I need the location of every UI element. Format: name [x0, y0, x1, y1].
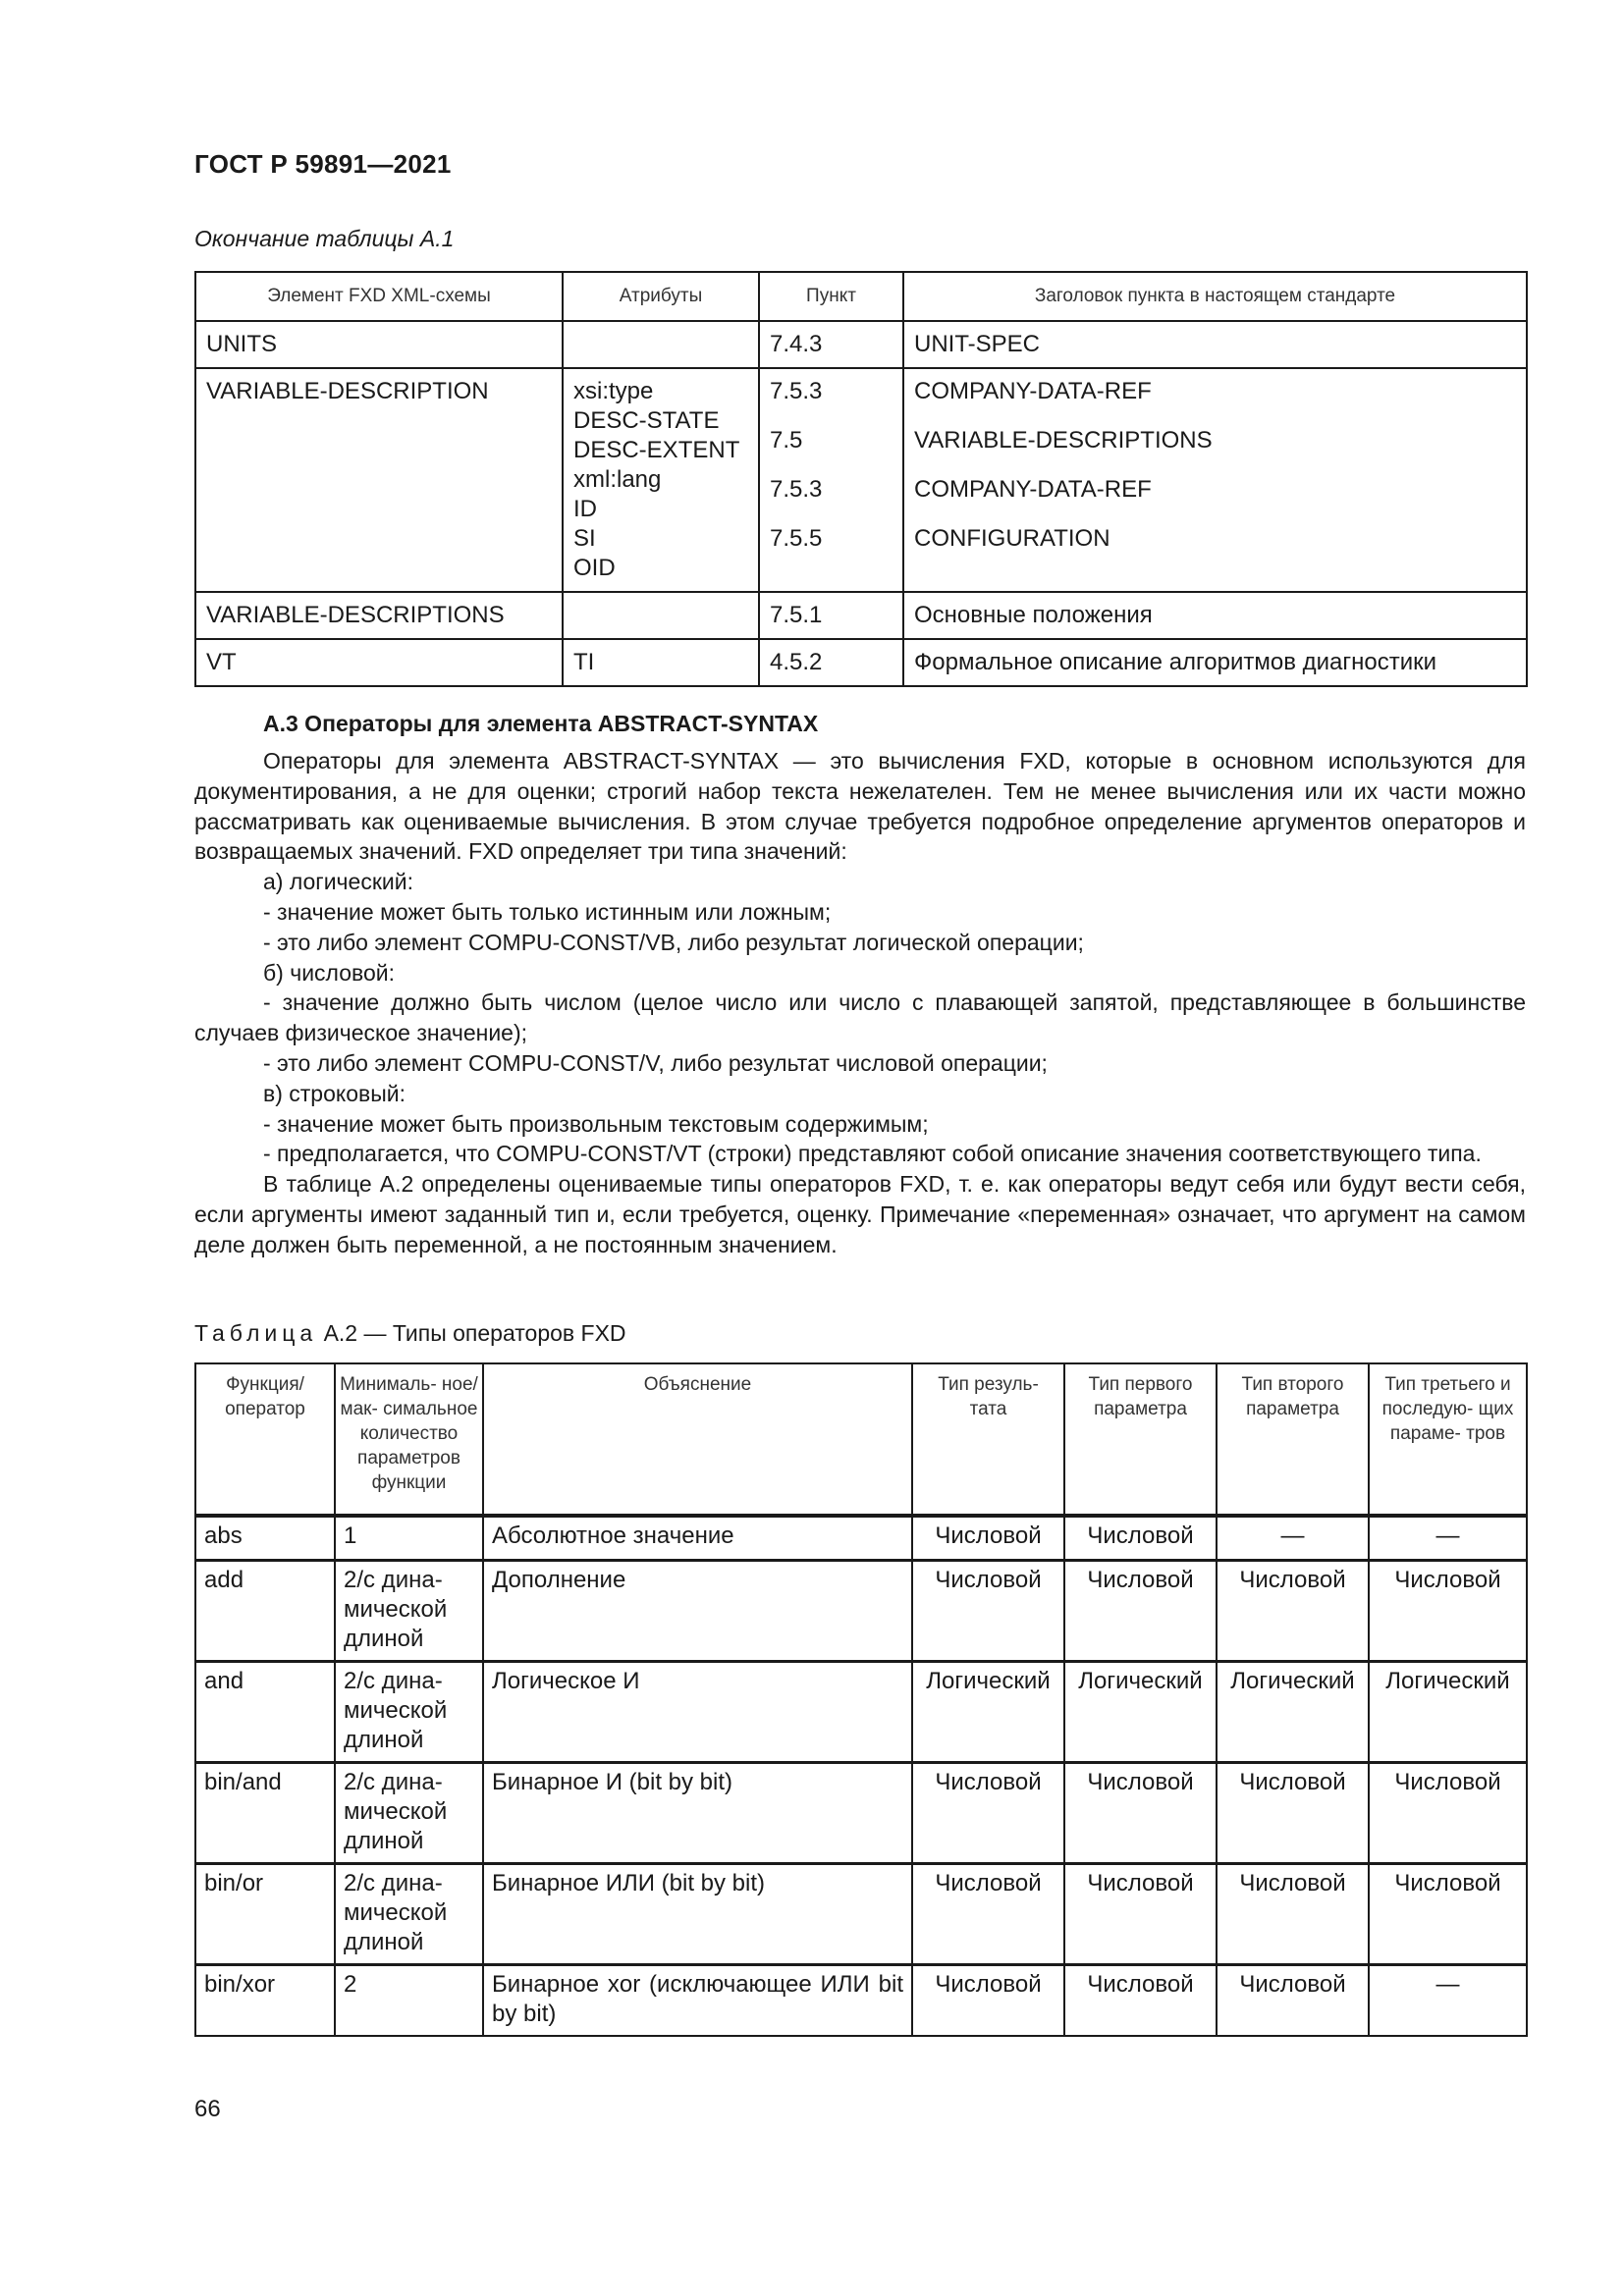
table-a1-end	[194, 271, 1528, 687]
list-item: - значение может быть произвольным текстовым содержимым;	[263, 1110, 929, 1137]
title-line: CONFIGURATION	[914, 525, 1110, 552]
table-cell: 2/с дина- мической длиной	[335, 1662, 483, 1763]
attribute-line: ID	[573, 496, 597, 522]
table-cell: Числовой	[912, 1763, 1064, 1864]
page-number: 66	[194, 2096, 221, 2122]
table-cell: Числовой	[1369, 1864, 1527, 1965]
table-row	[195, 1516, 1527, 1561]
table-row	[195, 1662, 1527, 1763]
table-cell: 4.5.2	[759, 639, 903, 686]
list-item: - значение должно быть числом (целое число или число с плавающей запятой, представляющее в большинстве случаев физическое значение);	[194, 989, 1526, 1046]
list-item: - значение может быть только истинным или ложным;	[263, 898, 832, 925]
table-row	[195, 1561, 1527, 1662]
column-header: Тип второго параметра	[1217, 1363, 1369, 1516]
table-cell: UNIT-SPEC	[903, 321, 1527, 368]
table-row	[195, 1864, 1527, 1965]
table-cell: and	[195, 1662, 335, 1763]
table-cell: Логический	[912, 1662, 1064, 1763]
table-cell: bin/and	[195, 1763, 335, 1864]
table-cell: Основные положения	[903, 592, 1527, 639]
table-cell: 2/с дина- мической длиной	[335, 1864, 483, 1965]
column-header: Тип первого параметра	[1064, 1363, 1217, 1516]
table-cell: Логический	[1369, 1662, 1527, 1763]
table-row	[195, 592, 1527, 639]
table-cell: VARIABLE-DESCRIPTIONS	[195, 592, 563, 639]
title-line: COMPANY-DATA-REF	[914, 378, 1152, 404]
table-cell: —	[1369, 1516, 1527, 1561]
table-cell	[563, 592, 759, 639]
table-cell: —	[1369, 1965, 1527, 2037]
table-cell: 2/с дина- мической длиной	[335, 1561, 483, 1662]
table-header-row	[195, 1363, 1527, 1516]
table-header-row	[195, 272, 1527, 321]
attribute-line: DESC-STATE	[573, 407, 720, 434]
list-item: б) числовой:	[263, 959, 396, 986]
table-cell	[903, 368, 1527, 592]
table-cell: Числовой	[1064, 1516, 1217, 1561]
column-header: Минималь- ное/ мак- симальное количество параметров функции	[335, 1363, 483, 1516]
table-cell: Формальное описание алгоритмов диагностики	[903, 639, 1527, 686]
table-cell: Числовой	[1369, 1561, 1527, 1662]
column-header: Пункт	[759, 272, 903, 321]
table-cell	[563, 321, 759, 368]
table-cell: Числовой	[1217, 1965, 1369, 2037]
document-id: ГОСТ Р 59891—2021	[194, 149, 452, 179]
column-header: Тип третьего и последую- щих параме- тров	[1369, 1363, 1527, 1516]
table-cell: bin/or	[195, 1864, 335, 1965]
attribute-line: SI	[573, 525, 596, 552]
table-cell: Числовой	[1217, 1763, 1369, 1864]
attribute-line: xsi:type	[573, 378, 654, 404]
section-body	[194, 746, 1526, 1260]
table-row	[195, 1763, 1527, 1864]
table-cell: add	[195, 1561, 335, 1662]
table-cell: Бинарное ИЛИ (bit by bit)	[483, 1864, 912, 1965]
table-cell: Бинарное И (bit by bit)	[483, 1763, 912, 1864]
attribute-line: DESC-EXTENT	[573, 437, 740, 463]
section-heading: А.3 Операторы для элемента ABSTRACT-SYNTAX	[263, 711, 819, 736]
table-cell: VT	[195, 639, 563, 686]
table-cell: 7.4.3	[759, 321, 903, 368]
table-a2-caption	[194, 1320, 626, 1347]
table-cell: bin/xor	[195, 1965, 335, 2037]
list-item: в) строковый:	[263, 1080, 406, 1106]
paragraph: Операторы для элемента ABSTRACT-SYNTAX — это вычисления FXD, которые в основном используются для документирования, а не для оценки; строгий набор текста нежелателен. Тем не менее вычисления или их части можно рассматривать как оцениваемые вычисления. В этом случае требуется подробное определение аргументов операторов и возвращаемых значений. FXD определяет три типа значений:	[194, 748, 1526, 865]
table-a2	[194, 1362, 1528, 2037]
clause-line: 7.5	[770, 427, 803, 454]
table-cell: Числовой	[1064, 1864, 1217, 1965]
table-cell: Бинарное xor (исключающее ИЛИ bit by bit)	[483, 1965, 912, 2037]
paragraph: В таблице А.2 определены оцениваемые типы операторов FXD, т. е. как операторы ведут себя или будут вести себя, если аргументы имеют заданный тип и, если требуется, оценку. Примечание «переменная» означает, что аргумент на самом деле должен быть переменной, а не постоянным значением.	[194, 1171, 1526, 1257]
table-cell: 1	[335, 1516, 483, 1561]
table-cell: Дополнение	[483, 1561, 912, 1662]
table-cell: 7.5.1	[759, 592, 903, 639]
list-item: - предполагается, что COMPU-CONST/VT (строки) представляют собой описание значения соответствующего типа.	[263, 1141, 1482, 1167]
table-cell: Числовой	[1064, 1561, 1217, 1662]
table-row	[195, 321, 1527, 368]
attribute-line: xml:lang	[573, 466, 662, 493]
column-header: Элемент FXD XML-схемы	[195, 272, 563, 321]
table-cell: 2/с дина- мической длиной	[335, 1763, 483, 1864]
table-cell: Логический	[1064, 1662, 1217, 1763]
list-item: - это либо элемент COMPU-CONST/V, либо результат числовой операции;	[263, 1049, 1048, 1076]
clause-line: 7.5.3	[770, 476, 823, 503]
table-cell: Числовой	[1369, 1763, 1527, 1864]
table-cell: Числовой	[1064, 1763, 1217, 1864]
table-cell: Логическое И	[483, 1662, 912, 1763]
column-header: Заголовок пункта в настоящем стандарте	[903, 272, 1527, 321]
table-continuation-caption: Окончание таблицы А.1	[194, 226, 455, 251]
clause-line: 7.5.5	[770, 525, 823, 552]
column-header: Тип резуль- тата	[912, 1363, 1064, 1516]
table-cell: Числовой	[1217, 1864, 1369, 1965]
table-cell: 2	[335, 1965, 483, 2037]
table-row	[195, 639, 1527, 686]
table-cell: Числовой	[912, 1561, 1064, 1662]
table-cell: Числовой	[912, 1965, 1064, 2037]
table-cell	[563, 368, 759, 592]
table-title: А.2 — Типы операторов FXD	[323, 1320, 626, 1346]
table-row	[195, 368, 1527, 592]
table-cell: abs	[195, 1516, 335, 1561]
table-row	[195, 1965, 1527, 2037]
table-cell	[759, 368, 903, 592]
column-header: Атрибуты	[563, 272, 759, 321]
table-cell: Абсолютное значение	[483, 1516, 912, 1561]
table-cell: Логический	[1217, 1662, 1369, 1763]
table-label: Таблица	[194, 1320, 318, 1346]
table-cell: TI	[563, 639, 759, 686]
table-cell: —	[1217, 1516, 1369, 1561]
table-cell: Числовой	[912, 1864, 1064, 1965]
table-cell: VARIABLE-DESCRIPTION	[195, 368, 563, 592]
table-cell: UNITS	[195, 321, 563, 368]
list-item: а) логический:	[263, 869, 413, 895]
table-cell: Числовой	[912, 1516, 1064, 1561]
clause-line: 7.5.3	[770, 378, 823, 404]
attribute-line: OID	[573, 555, 616, 581]
table-cell: Числовой	[1217, 1561, 1369, 1662]
title-line: COMPANY-DATA-REF	[914, 476, 1152, 503]
table-cell: Числовой	[1064, 1965, 1217, 2037]
list-item: - это либо элемент COMPU-CONST/VB, либо результат логической операции;	[263, 929, 1084, 955]
column-header: Функция/ оператор	[195, 1363, 335, 1516]
column-header: Объяснение	[483, 1363, 912, 1516]
title-line: VARIABLE-DESCRIPTIONS	[914, 427, 1213, 454]
